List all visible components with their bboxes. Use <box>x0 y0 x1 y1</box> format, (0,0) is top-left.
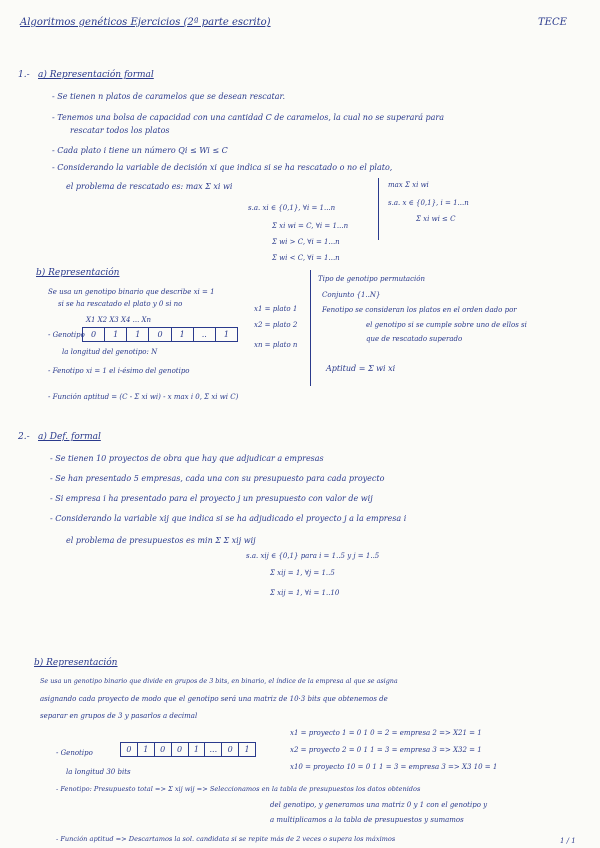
side-divider <box>378 178 379 240</box>
corner-tag: TECE <box>538 17 567 28</box>
ex2a-line: el problema de presupuestos es min Σ Σ xij wij <box>66 536 256 545</box>
ex1b-right: Tipo de genotipo permutación <box>318 275 425 283</box>
ex2a-constraint: s.a. xij ∈ {0,1} para i = 1..5 y j = 1..5 <box>246 552 380 560</box>
ex2a-heading: a) Def. formal <box>38 432 101 442</box>
decode-row: x2 = proyecto 2 = 0 1 1 = 3 = empresa 3 => X32 = 1 <box>290 746 482 754</box>
ex1-label: 1.- <box>18 70 30 80</box>
ex2b-line: la longitud 30 bits <box>66 768 131 776</box>
genotype-cell: 0 <box>121 743 138 756</box>
ex2a-constraint: Σ xij = 1, ∀i = 1..10 <box>270 589 340 597</box>
ex2b-line: a multiplicamos a la tabla de presupuestos y sumamos <box>270 816 464 824</box>
genotype-cell: 1 <box>127 328 149 341</box>
ex1a-constraint: s.a. xi ∈ {0,1}, ∀i = 1...n <box>248 204 336 212</box>
ex1a-line: el problema de rescatado es: max Σ xi wi <box>66 182 233 191</box>
ex1a-heading: a) Representación formal <box>38 70 154 80</box>
genotype-cell: 1 <box>189 743 206 756</box>
document-title: Algoritmos genéticos Ejercicios (2ª parte escrito) <box>20 17 271 28</box>
ex2a-constraint: Σ xij = 1, ∀j = 1..5 <box>270 569 335 577</box>
ex1b-right: el genotipo si se cumple sobre uno de ellos si <box>366 321 527 329</box>
ex1a-constraint: Σ wi < C, ∀i = 1...n <box>272 254 340 262</box>
ex2b-line: - Fenotipo: Presupuesto total => Σ xij wij => Seleccionamos en la tabla de presupuestos los datos obtenidos <box>56 785 421 793</box>
ex1a-side: s.a. x ∈ {0,1}, i = 1...n <box>388 199 469 207</box>
ex1a-line: rescatar todos los platos <box>70 126 170 135</box>
ex1b-line: Se usa un genotipo binario que describe xi = 1 <box>48 288 215 296</box>
ex2b-line: del genotipo, y generamos una matriz 0 y 1 con el genotipo y <box>270 801 488 809</box>
ex1b-line: X1 X2 X3 X4 ... Xn <box>86 316 152 324</box>
ex1b-right: Aptitud = Σ wi xi <box>326 364 396 373</box>
page-number: 1 / 1 <box>560 837 576 845</box>
genotype-cell: 1 <box>105 328 127 341</box>
ex2b-line: separar en grupos de 3 y pasarlos a decimal <box>40 712 198 720</box>
ex2b-line: Se usa un genotipo binario que divide en grupos de 3 bits, en binario, el índice de la empresa al que se asigna <box>40 677 398 685</box>
ex1b-line: - Función aptitud = (C - Σ xi wi) - x max i 0, Σ xi wi C) <box>48 393 239 401</box>
genotype-cell: 1 <box>223 330 229 339</box>
genotype-cell: 0 <box>83 328 105 341</box>
ex1a-constraint: Σ xi wi = C, ∀i = 1...n <box>272 222 349 230</box>
genotype-cell: 1 <box>172 328 194 341</box>
ex1a-line: - Considerando la variable de decisión xi que indica si se ha rescatado o no el plato, <box>52 163 393 172</box>
genotype-cell: .. <box>194 328 216 341</box>
genotype-cell: 0 <box>222 743 239 756</box>
decode-row: x10 = proyecto 10 = 0 1 1 = 3 = empresa 3 => X3 10 = 1 <box>290 763 498 771</box>
ex2b-line: - Función aptitud => Descartamos la sol. candidata si se repite más de 2 veces o supera los máximos <box>56 835 396 843</box>
ex2b-heading: b) Representación <box>34 658 118 668</box>
ex1a-side: Σ xi wi ≤ C <box>416 215 456 223</box>
genotype-cell: 0 <box>172 743 189 756</box>
ex1b-line: si se ha rescatado el plato y 0 si no <box>58 300 183 308</box>
ex1a-line: - Cada plato i tiene un número Qi ≤ Wi ≤ C <box>52 146 228 155</box>
ex1b-heading: b) Representación <box>36 268 120 278</box>
ex1b-right: Fenotipo se consideran los platos en el orden dado por <box>322 306 517 314</box>
genotype-cell: 0 <box>155 743 172 756</box>
ex2a-line: - Se han presentado 5 empresas, cada una con su presupuesto para cada proyecto <box>50 474 385 483</box>
ex2-label: 2.- <box>18 432 30 442</box>
ex1b-right: que de rescatado superado <box>366 335 463 343</box>
ex1b-line: - Fenotipo xi = 1 el i-ésimo del genotipo <box>48 367 190 375</box>
plate-mapping: xn = plato n <box>254 341 298 349</box>
decode-row: x1 = proyecto 1 = 0 1 0 = 2 = empresa 2 => X21 = 1 <box>290 729 482 737</box>
ex1-genotype-cells <box>82 327 238 342</box>
genotype-cell: 1 <box>138 743 155 756</box>
ex1b-line: la longitud del genotipo: N <box>62 348 158 356</box>
genotype-cell: 0 <box>149 328 171 341</box>
ex1a-constraint: Σ wi > C, ∀i = 1...n <box>272 238 340 246</box>
ex1a-side: max Σ xi wi <box>388 181 429 189</box>
genotype-cell: 1 <box>244 745 250 754</box>
plate-mapping: x2 = plato 2 <box>254 321 298 329</box>
ex2b-line: asignando cada proyecto de modo que el genotipo será una matriz de 10·3 bits que obtenemos de <box>40 695 388 703</box>
ex2b-line: - Genotipo <box>56 749 93 757</box>
ex2a-line: - Si empresa i ha presentado para el proyecto j un presupuesto con valor de wij <box>50 494 373 503</box>
ex1a-line: - Tenemos una bolsa de capacidad con una cantidad C de caramelos, la cual no se superará para <box>52 113 445 122</box>
ex2-genotype-cells <box>120 742 256 757</box>
ex2a-line: - Considerando la variable xij que indica si se ha adjudicado el proyecto j a la empresa i <box>50 514 407 523</box>
genotype-cell: ... <box>205 743 222 756</box>
permutation-divider <box>310 270 311 386</box>
ex1b-line: - Genotipo <box>48 331 85 339</box>
ex1b-right: Conjunto {1..N} <box>322 291 381 299</box>
ex2a-line: - Se tienen 10 proyectos de obra que hay que adjudicar a empresas <box>50 454 324 463</box>
plate-mapping: x1 = plato 1 <box>254 305 298 313</box>
ex1a-line: - Se tienen n platos de caramelos que se desean rescatar. <box>52 92 285 101</box>
